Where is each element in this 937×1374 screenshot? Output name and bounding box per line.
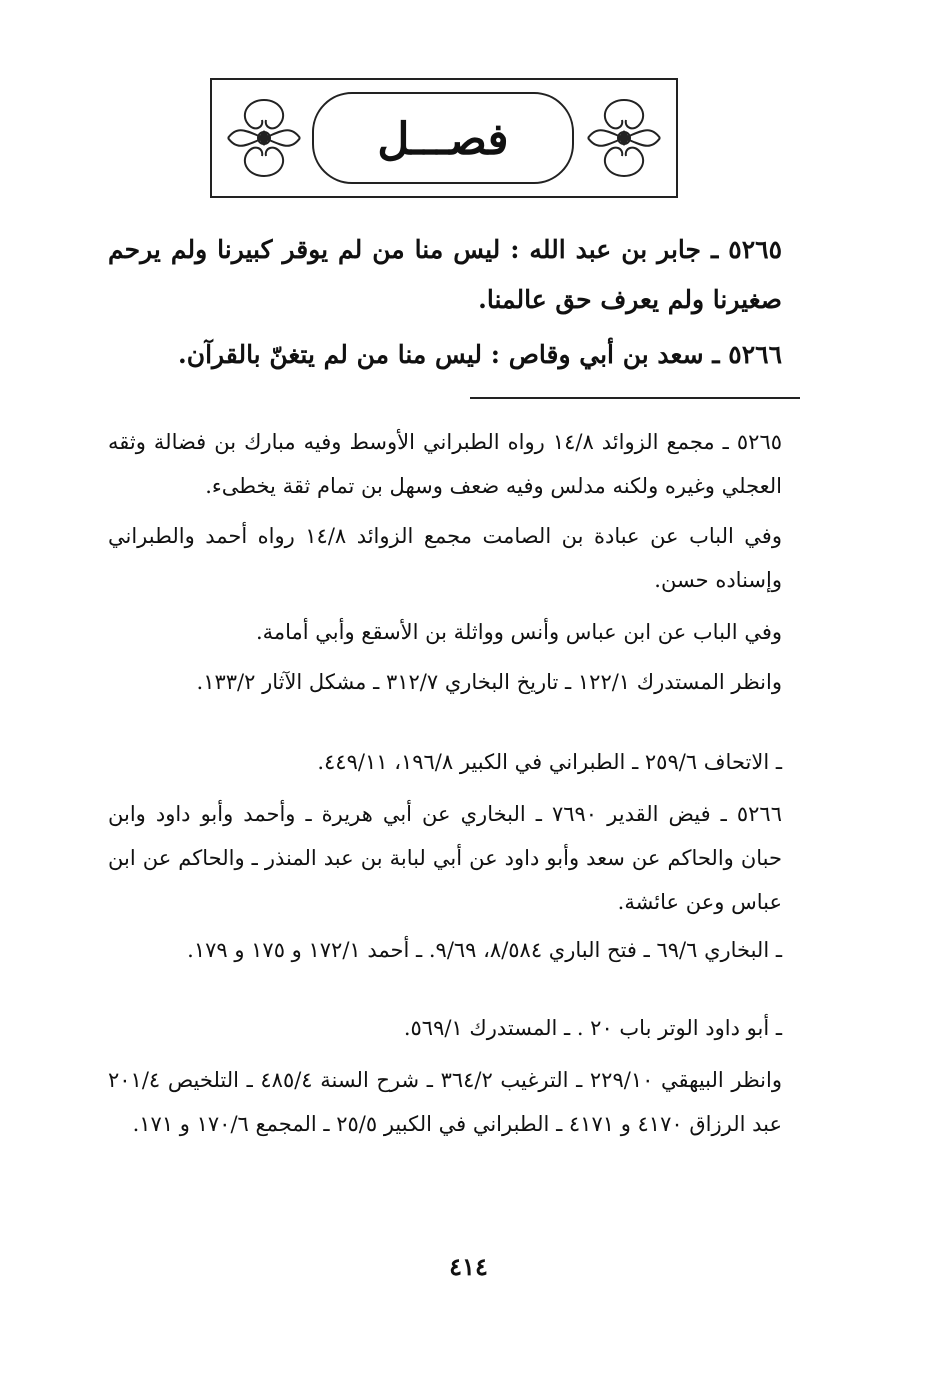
- chapter-title: فصـــل: [377, 114, 509, 165]
- hadith-5266: ٥٢٦٦ ـ سعد بن أبي وقاص : ليس منا من لم يتغنّ بالقرآن.: [178, 340, 782, 369]
- footnote-5266: ٥٢٦٦ ـ فيض القدير ٧٦٩٠ ـ البخاري عن أبي هريرة ـ وأحمد وأبو داود وابن حبان والحاكم عن سعد وأبو داود عن أبي لبابة بن عبد المنذر ـ والحاكم عن ابن عباس وعن عائشة.: [108, 802, 782, 914]
- footnote-references: ـ أبو داود الوتر باب ٢٠ . ـ المستدرك ٥٦٩/١.: [403, 1016, 782, 1040]
- footnote-references: وانظر المستدرك ١٢٢/١ ـ تاريخ البخاري ٣١٢/٧ ـ مشكل الآثار ١٣٣/٢.: [196, 670, 782, 694]
- hadith-number: ٥٢٦٥: [728, 235, 782, 264]
- footnote-references: ـ الاتحاف ٢٥٩/٦ ـ الطبراني في الكبير ١٩٦/٨، ٤٤٩/١١.: [317, 750, 782, 774]
- hadith-number: ٥٢٦٦: [728, 340, 782, 369]
- chapter-header-frame: [210, 78, 678, 198]
- page-number: ٤١٤: [449, 1252, 488, 1281]
- footnote-references: ـ البخاري ٦٩/٦ ـ فتح الباري ٨/٥٨٤، ٩/٦٩. ـ أحمد ١٧٢/١ و ١٧٥ و ١٧٩.: [187, 938, 782, 962]
- footnote-5265: ٥٢٦٥ ـ مجمع الزوائد ١٤/٨ رواه الطبراني الأوسط وفيه مبارك بن فضالة وثقه العجلي وغيره ولكنه مدلس وفيه ضعف وسهل بن تمام ثقة يخطىء.: [108, 430, 783, 498]
- footnote-other-narrators: وفي الباب عن ابن عباس وأنس وواثلة بن الأسقع وأبي أمامة.: [255, 620, 782, 644]
- arabesque-ornament-icon: [218, 94, 310, 182]
- arabesque-ornament-icon: [578, 94, 670, 182]
- hadith-5265: ٥٢٦٥ ـ جابر بن عبد الله : ليس منا من لم يوقر كبيرنا ولم يرحم صغيرنا ولم يعرف حق عالمنا.: [108, 235, 782, 314]
- footnote-divider: [470, 397, 800, 399]
- footnote-references: وانظر البيهقي ٢٢٩/١٠ ـ الترغيب ٣٦٤/٢ ـ شرح السنة ٤٨٥/٤ ـ التلخيص ٢٠١/٤ عبد الرزاق ٤١٧٠ و ٤١٧١ ـ الطبراني في الكبير ٢٥/٥ ـ المجمع ١٧٠/٦ و ١٧١.: [108, 1068, 782, 1136]
- hadith-text: ليس منا من لم يوقر كبيرنا ولم يرحم صغيرنا ولم يعرف حق عالمنا.: [108, 235, 782, 314]
- hadith-narrator: جابر بن عبد الله: [529, 235, 701, 264]
- footnote-ubada: وفي الباب عن عبادة بن الصامت مجمع الزوائد ١٤/٨ رواه أحمد والطبراني وإسناده حسن.: [108, 524, 782, 592]
- hadith-narrator: سعد بن أبي وقاص: [508, 340, 704, 369]
- title-cartouche: [312, 92, 574, 184]
- hadith-text: ليس منا من لم يتغنّ بالقرآن.: [178, 340, 483, 369]
